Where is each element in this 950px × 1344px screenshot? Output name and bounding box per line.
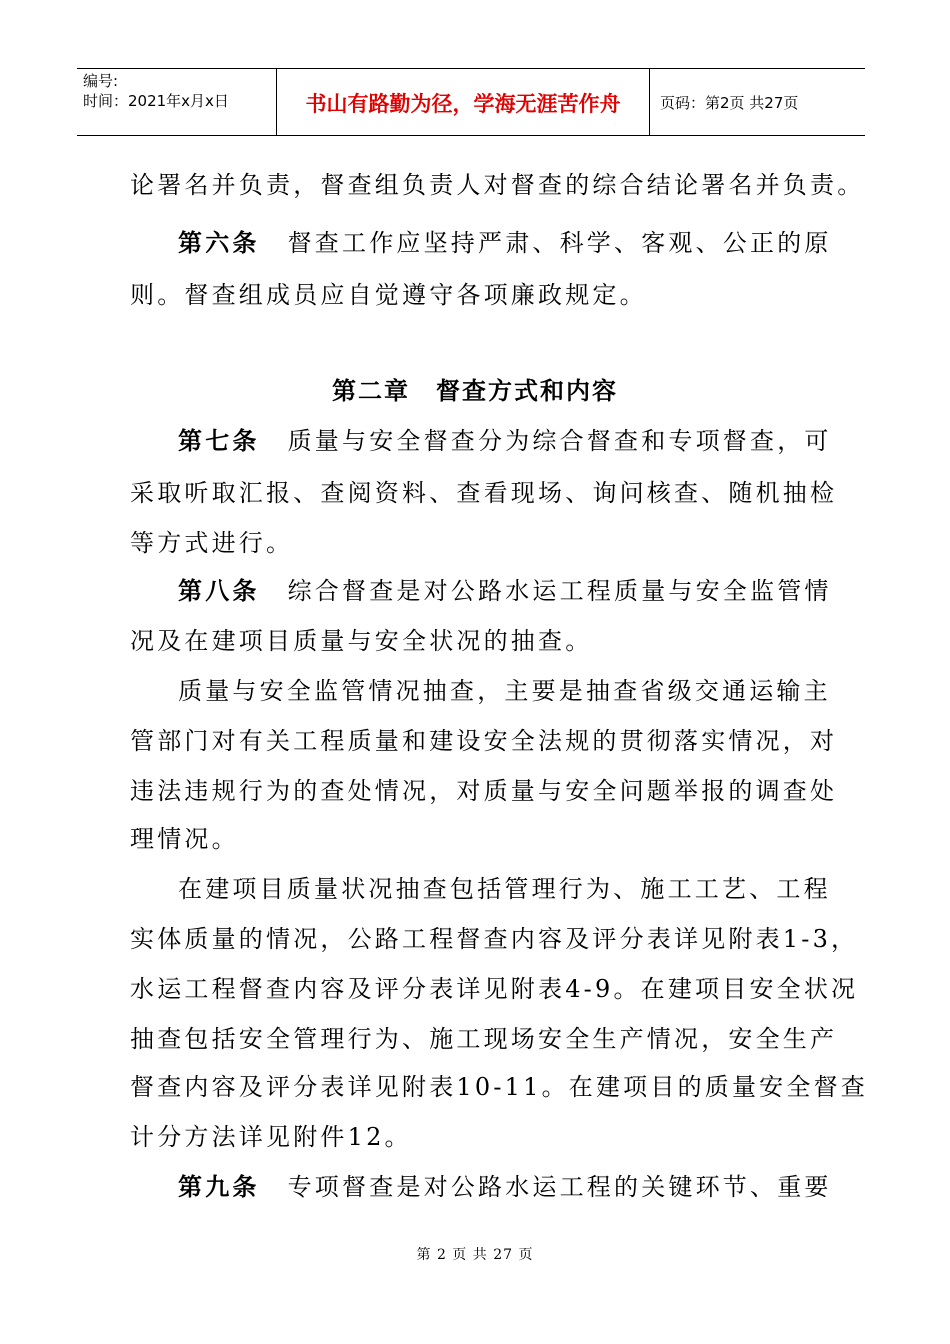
document-number-label: 编号: bbox=[83, 72, 119, 90]
body-line: 则。督查组成员应自觉遵守各项廉政规定。 bbox=[130, 281, 647, 309]
article-label: 第八条 bbox=[178, 576, 260, 605]
body-line: 采取听取汇报、查阅资料、查看现场、询问核查、随机抽检 bbox=[130, 479, 838, 507]
body-line: 督查内容及评分表详见附表10-11。在建项目的质量安全督查 bbox=[130, 1073, 868, 1101]
article-label: 第七条 bbox=[178, 426, 260, 455]
header-meta-cell bbox=[77, 69, 277, 135]
body-line: 实体质量的情况，公路工程督查内容及评分表详见附表1-3， bbox=[130, 925, 859, 953]
article-8 bbox=[178, 576, 832, 606]
body-line: 水运工程督查内容及评分表详见附表4-9。在建项目安全状况 bbox=[130, 975, 859, 1003]
chapter-heading: 第二章 督查方式和内容 bbox=[332, 376, 618, 405]
article-text: 质量与安全督查分为综合督查和专项督查，可 bbox=[287, 427, 832, 455]
header-motto: 书山有路勤为径，学海无涯苦作舟 bbox=[305, 92, 621, 116]
body-line: 质量与安全监管情况抽查，主要是抽查省级交通运输主 bbox=[178, 677, 831, 705]
body-line: 理情况。 bbox=[130, 825, 239, 853]
header-page-cell bbox=[650, 69, 865, 135]
article-text: 督查工作应坚持严肃、科学、客观、公正的原 bbox=[287, 229, 832, 257]
body-line: 抽查包括安全管理行为、施工现场安全生产情况，安全生产 bbox=[130, 1025, 838, 1053]
body-line: 违法违规行为的查处情况，对质量与安全问题举报的调查处 bbox=[130, 777, 838, 805]
article-text: 专项督查是对公路水运工程的关键环节、重要 bbox=[287, 1173, 832, 1201]
article-6 bbox=[178, 228, 832, 258]
document-time-label: 时间：2021年x月x日 bbox=[83, 92, 229, 110]
page-footer: 第 2 页 共 27 页 bbox=[416, 1247, 534, 1263]
header-motto-cell bbox=[277, 69, 650, 135]
article-label: 第九条 bbox=[178, 1172, 260, 1201]
article-label: 第六条 bbox=[178, 228, 260, 257]
body-line: 管部门对有关工程质量和建设安全法规的贯彻落实情况，对 bbox=[130, 727, 838, 755]
body-line: 在建项目质量状况抽查包括管理行为、施工工艺、工程 bbox=[178, 875, 831, 903]
header-page-info: 页码：第2页 共27页 bbox=[660, 94, 799, 112]
body-line: 等方式进行。 bbox=[130, 529, 294, 557]
article-7 bbox=[178, 426, 832, 456]
page-header bbox=[77, 68, 865, 136]
body-line: 计分方法详见附件12。 bbox=[130, 1123, 412, 1151]
article-text: 综合督查是对公路水运工程质量与安全监管情 bbox=[287, 577, 832, 605]
article-9 bbox=[178, 1172, 832, 1202]
body-line: 况及在建项目质量与安全状况的抽查。 bbox=[130, 627, 593, 655]
body-line: 论署名并负责，督查组负责人对督查的综合结论署名并负责。 bbox=[130, 171, 865, 199]
